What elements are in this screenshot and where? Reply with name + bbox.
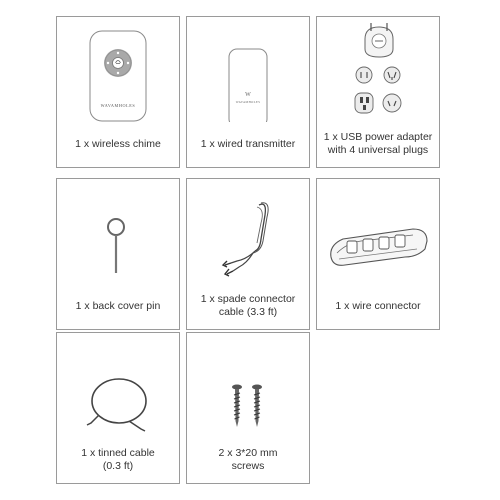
chime-brand-text: WAVAMHOLES — [100, 103, 136, 108]
svg-text:W: W — [245, 92, 251, 98]
tinned-cable-icon — [57, 333, 179, 438]
item-wireless-chime — [56, 16, 180, 168]
item-wired-transmitter — [186, 16, 310, 168]
caption-wireless-chime: 1 x wireless chime — [75, 137, 161, 150]
item-spade-connector-cable — [186, 178, 310, 330]
wireless-chime-icon — [57, 17, 179, 122]
adapter-body-icon — [365, 23, 393, 57]
spade-connector-cable-icon — [187, 179, 309, 284]
caption-usb-power-adapter: 1 x USB power adapter with 4 universal plugs — [323, 131, 433, 156]
caption-tinned-cable: 1 x tinned cable (0.3 ft) — [81, 447, 155, 472]
caption-spade-connector-cable: 1 x spade connector cable (3.3 ft) — [200, 293, 296, 318]
wire-connector-icon — [317, 179, 439, 284]
caption-back-cover-pin: 1 x back cover pin — [75, 299, 161, 312]
wired-transmitter-icon — [187, 17, 309, 122]
item-screws — [186, 332, 310, 484]
caption-wire-connector: 1 x wire connector — [335, 299, 421, 312]
plug-au-icon — [383, 94, 401, 112]
plug-eu-icon — [384, 67, 400, 83]
caption-wired-transmitter: 1 x wired transmitter — [200, 137, 296, 150]
screw-left-icon — [232, 385, 242, 428]
screw-right-icon — [252, 385, 262, 428]
item-usb-power-adapter — [316, 16, 440, 168]
item-back-cover-pin — [56, 178, 180, 330]
plug-us-icon — [356, 67, 372, 83]
transmitter-brand-text: WAVAMHOLES — [235, 100, 261, 104]
item-wire-connector — [316, 178, 440, 330]
plug-uk-icon — [355, 93, 373, 113]
usb-power-adapter-icon — [317, 17, 439, 122]
caption-screws: 2 x 3*20 mm screws — [218, 447, 278, 472]
back-cover-pin-icon — [57, 179, 179, 284]
item-tinned-cable — [56, 332, 180, 484]
screws-icon — [187, 333, 309, 438]
